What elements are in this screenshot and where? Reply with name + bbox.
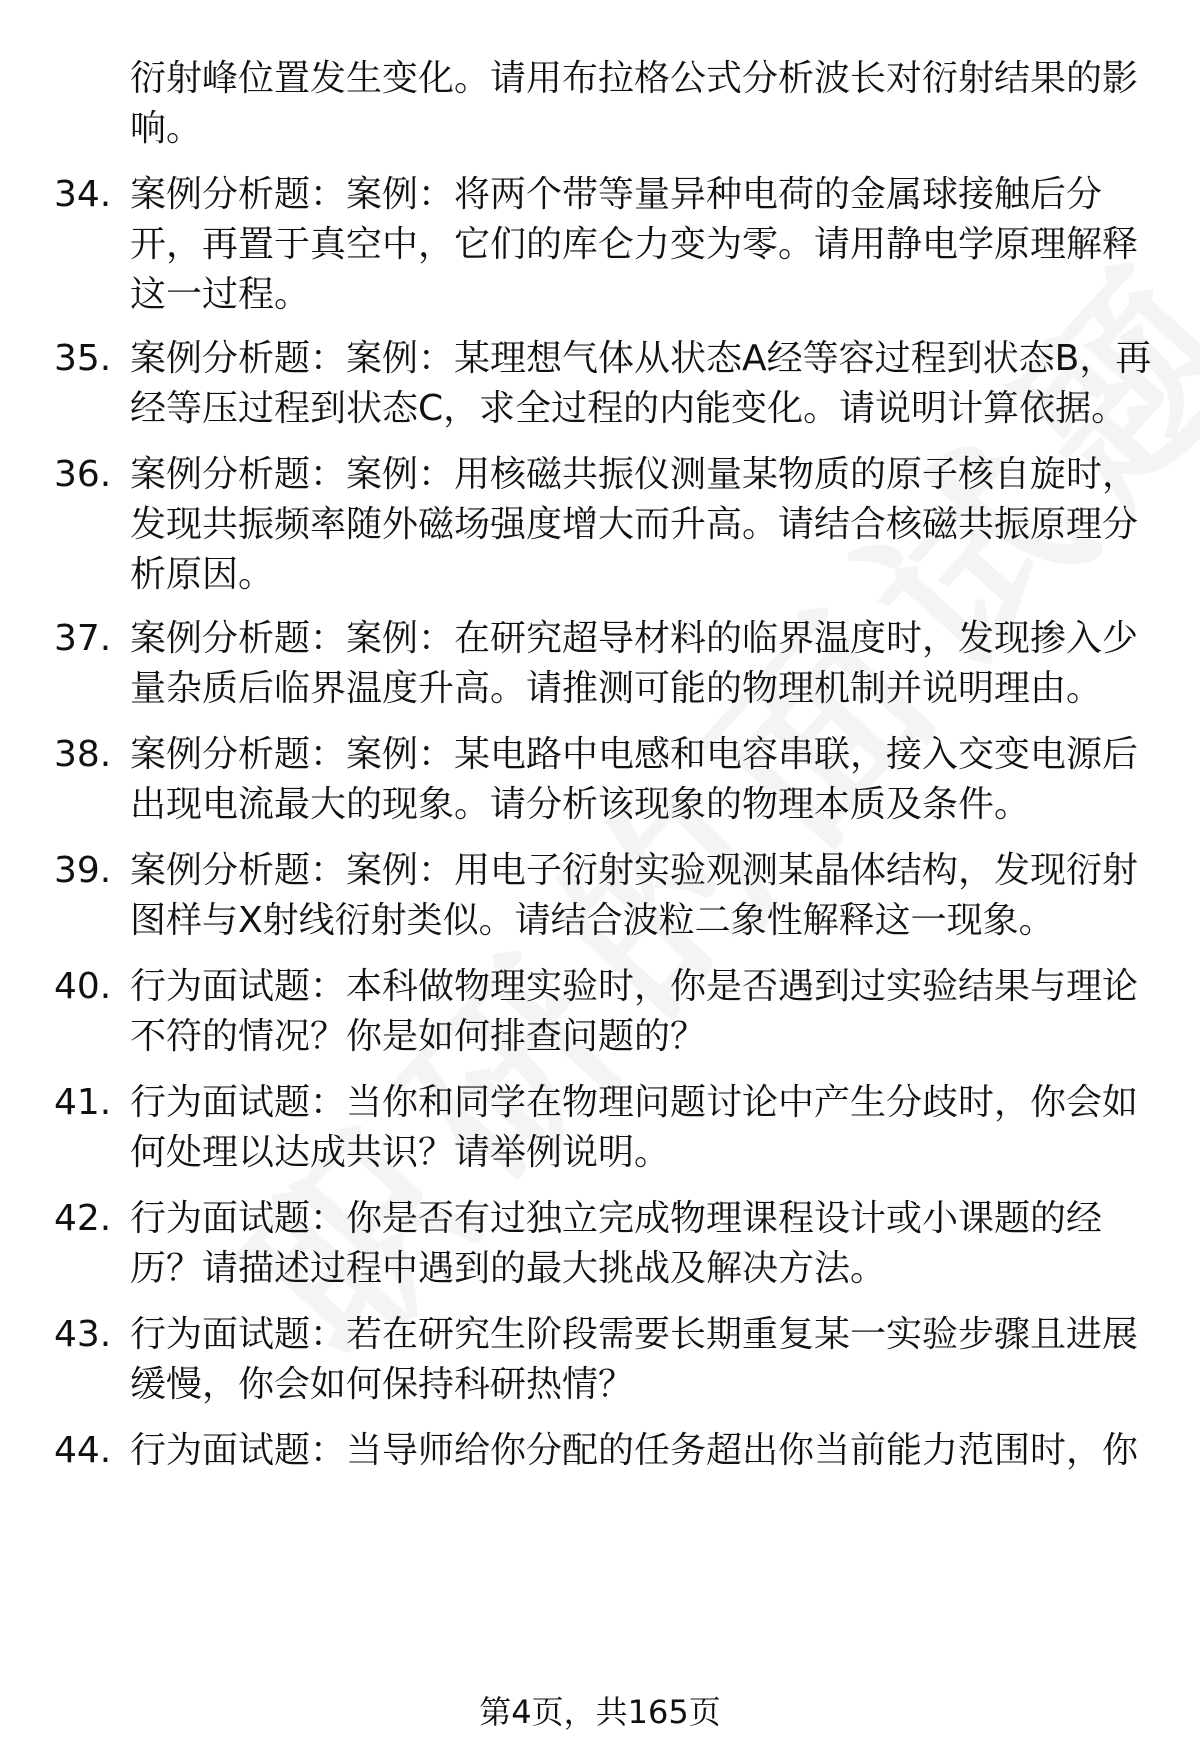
question-item xyxy=(54,846,1160,946)
question-item xyxy=(54,730,1160,830)
question-item xyxy=(54,614,1160,714)
question-text: 行为面试题：若在研究生阶段需要长期重复某一实验步骤且进展缓慢，你会如何保持科研热情？ xyxy=(130,1314,1139,1405)
question-number: 34. xyxy=(54,174,112,215)
question-text: 案例分析题：案例：在研究超导材料的临界温度时，发现掺入少量杂质后临界温度升高。请推测可能的物理机制并说明理由。 xyxy=(130,618,1139,709)
question-number: 35. xyxy=(54,338,112,379)
question-text: 行为面试题：你是否有过独立完成物理课程设计或小课题的经历？请描述过程中遇到的最大挑战及解决方法。 xyxy=(130,1198,1103,1289)
question-number: 43. xyxy=(54,1314,112,1355)
question-number: 42. xyxy=(54,1198,112,1239)
question-item xyxy=(54,962,1160,1062)
question-text: 行为面试题：本科做物理实验时，你是否遇到过实验结果与理论不符的情况？你是如何排查问题的？ xyxy=(130,966,1139,1057)
question-text: 案例分析题：案例：将两个带等量异种电荷的金属球接触后分开，再置于真空中，它们的库仑力变为零。请用静电学原理解释这一过程。 xyxy=(130,174,1139,315)
question-number: 44. xyxy=(54,1430,112,1471)
question-number: 36. xyxy=(54,454,112,495)
question-number: 40. xyxy=(54,966,112,1007)
continuation-text: 衍射峰位置发生变化。请用布拉格公式分析波长对衍射结果的影响。 xyxy=(130,58,1139,149)
continuation-paragraph xyxy=(130,54,1160,154)
question-text: 案例分析题：案例：用核磁共振仪测量某物质的原子核自旋时，发现共振频率随外磁场强度增大而升高。请结合核磁共振原理分析原因。 xyxy=(130,454,1139,595)
question-item xyxy=(54,1078,1160,1178)
question-text: 案例分析题：案例：某理想气体从状态A经等容过程到状态B，再经等压过程到状态C，求全过程的内能变化。请说明计算依据。 xyxy=(130,338,1152,429)
question-item xyxy=(54,450,1160,600)
question-number: 41. xyxy=(54,1082,112,1123)
question-number: 38. xyxy=(54,734,112,775)
question-item xyxy=(54,1426,1160,1476)
question-item xyxy=(54,170,1160,320)
question-item xyxy=(54,334,1160,434)
question-text: 行为面试题：当导师给你分配的任务超出你当前能力范围时，你 xyxy=(130,1430,1139,1471)
question-number: 39. xyxy=(54,850,112,891)
question-item xyxy=(54,1194,1160,1294)
question-item xyxy=(54,1310,1160,1410)
question-number: 37. xyxy=(54,618,112,659)
page-footer: 第4页，共165页 xyxy=(479,1693,721,1731)
question-text: 案例分析题：案例：某电路中电感和电容串联，接入交变电源后出现电流最大的现象。请分析该现象的物理本质及条件。 xyxy=(130,734,1139,825)
question-text: 行为面试题：当你和同学在物理问题讨论中产生分歧时，你会如何处理以达成共识？请举例说明。 xyxy=(130,1082,1139,1173)
question-text: 案例分析题：案例：用电子衍射实验观测某晶体结构，发现衍射图样与X射线衍射类似。请结合波粒二象性解释这一现象。 xyxy=(130,850,1139,941)
